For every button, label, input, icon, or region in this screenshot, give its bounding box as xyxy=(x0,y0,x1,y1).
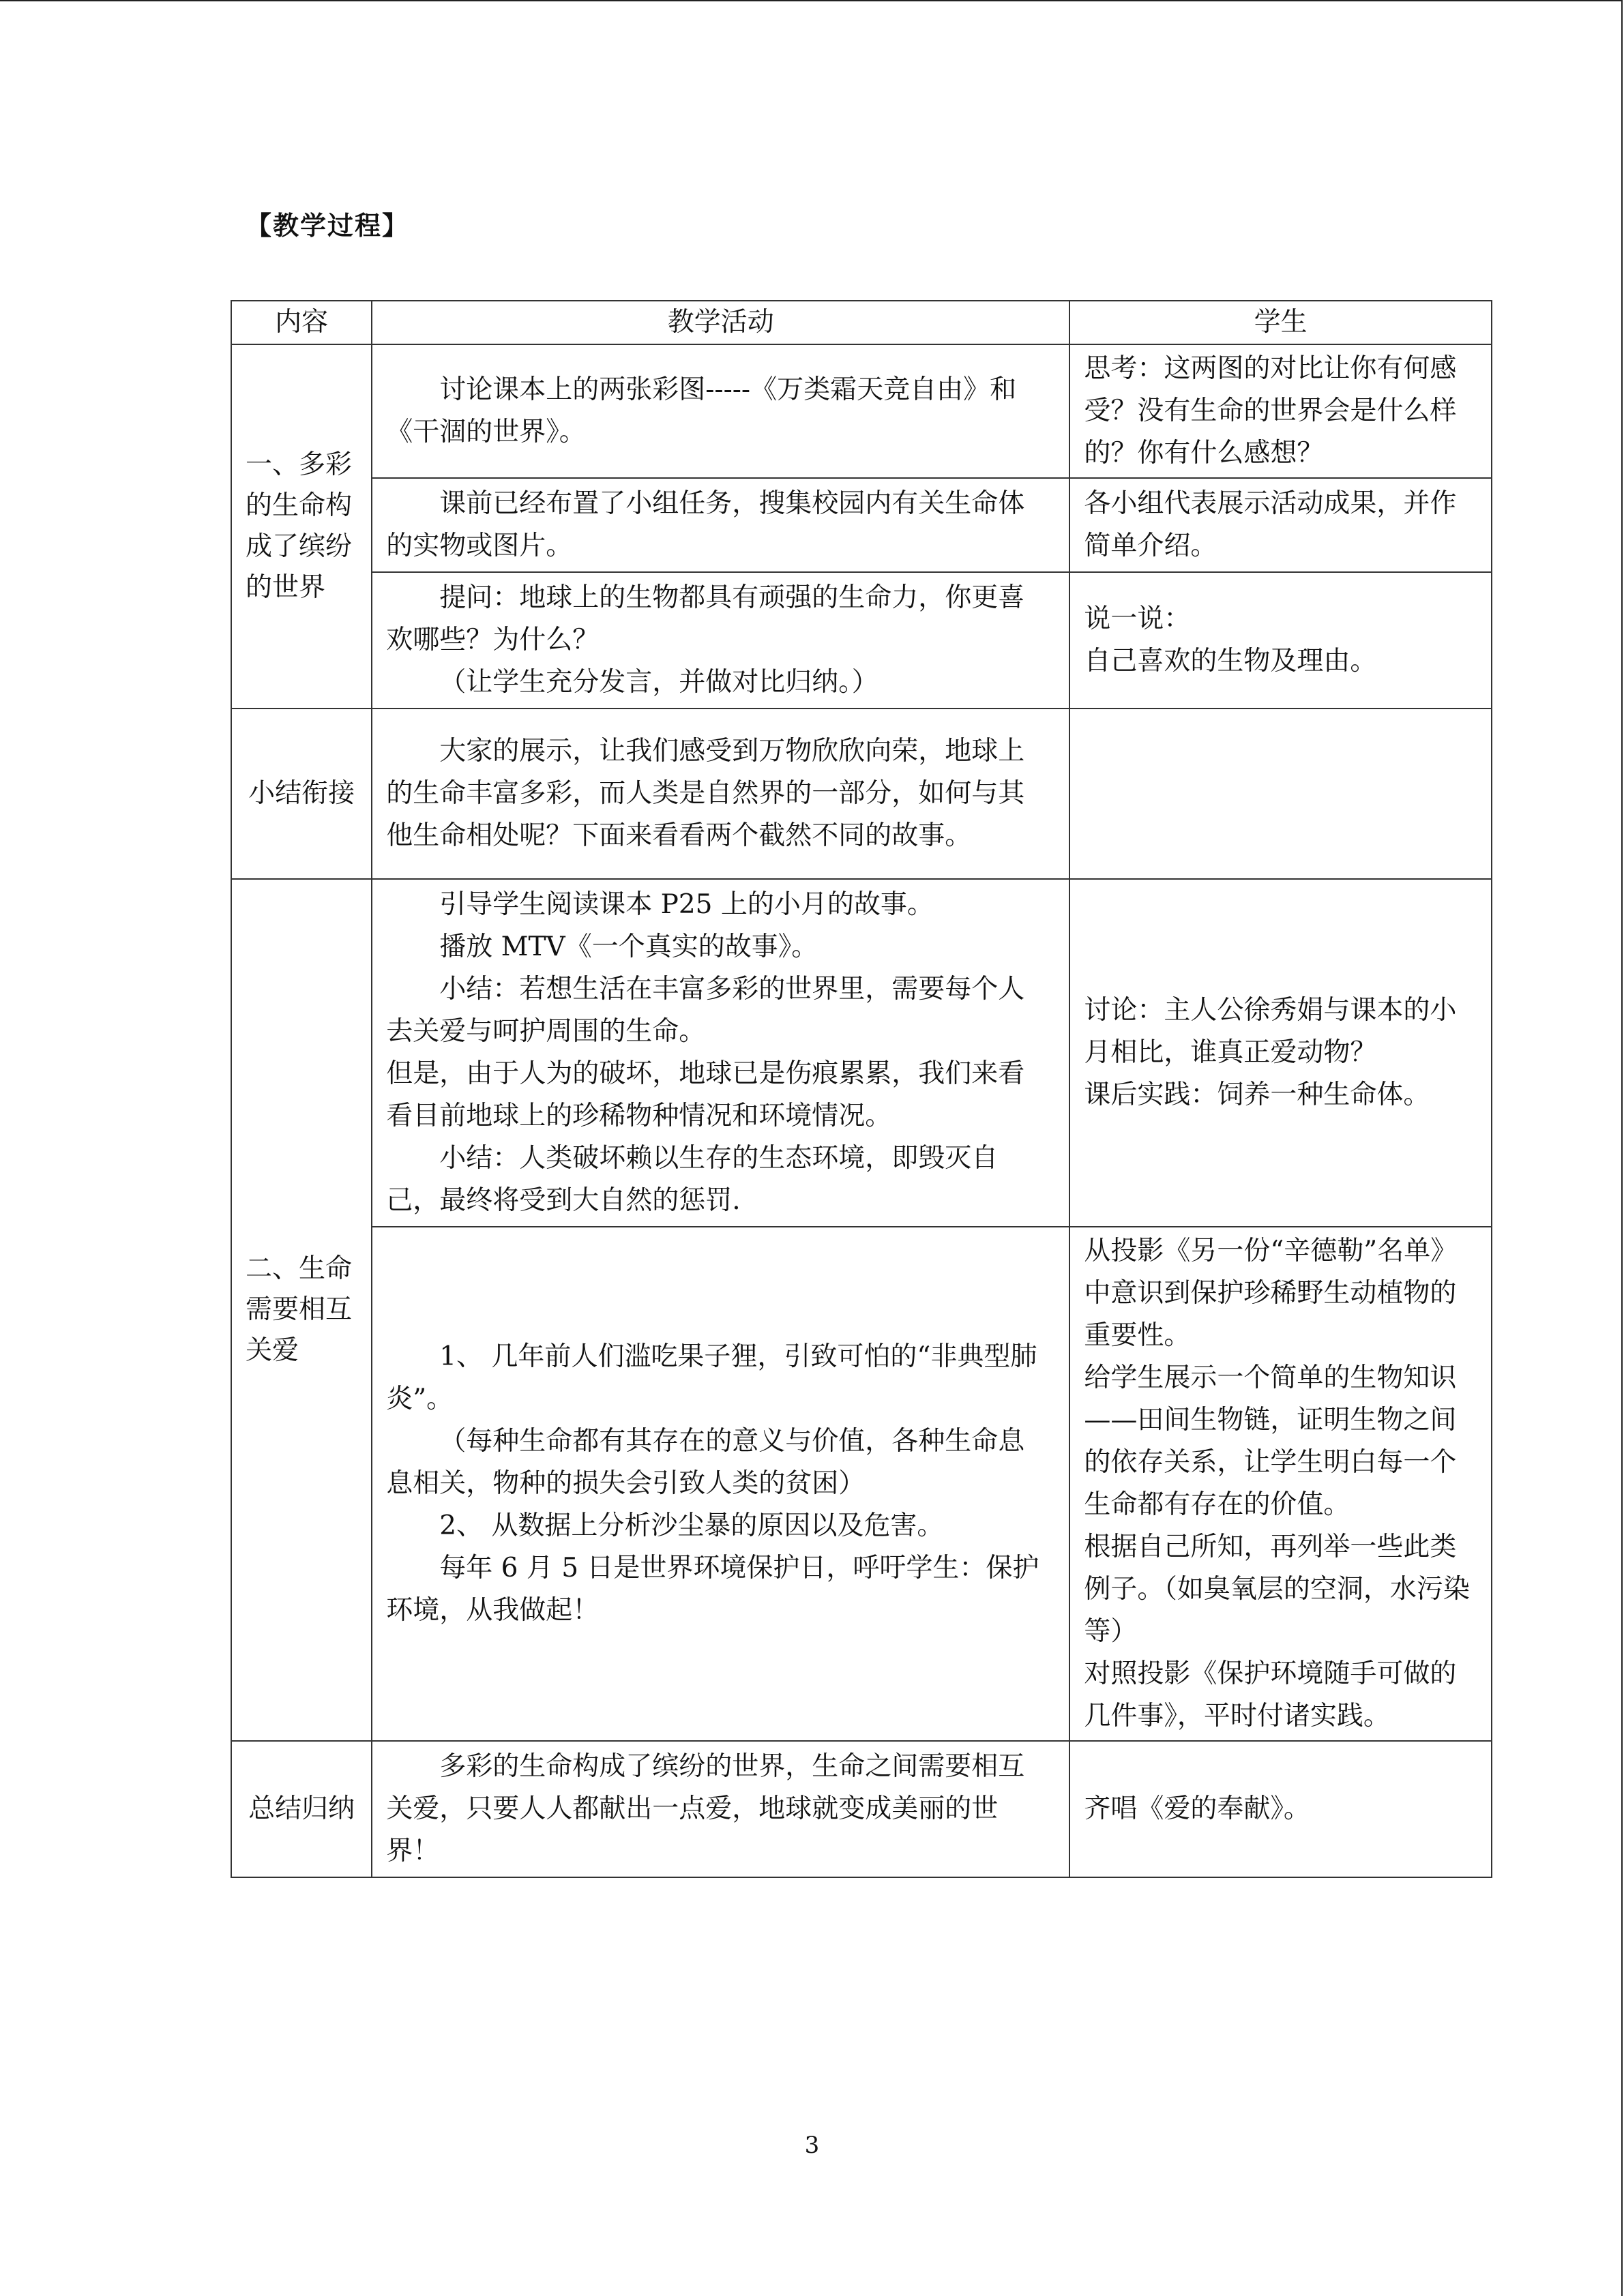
student-text: 根据自己所知，再列举一些此类例子。（如臭氧层的空洞，水污染等） xyxy=(1084,1532,1470,1647)
student-text: 自己喜欢的生物及理由。 xyxy=(1084,646,1377,676)
header-content: 内容 xyxy=(231,301,372,344)
student-text: 齐唱《爱的奉献》。 xyxy=(1084,1793,1310,1824)
activity-text: 讨论课本上的两张彩图-----《万类霜天竞自由》和《干涸的世界》。 xyxy=(386,374,1017,447)
activity-text: （让学生充分发言，并做对比归纳。） xyxy=(439,667,879,698)
student-text: 说一说： xyxy=(1084,603,1191,634)
activity-text: 每年 6 月 5 日是世界环境保护日，呼吁学生：保护环境，从我做起！ xyxy=(386,1553,1039,1626)
student-cell xyxy=(1069,344,1492,478)
student-text: 对照投影《保护环境随手可做的几件事》，平时付诸实践。 xyxy=(1084,1658,1457,1731)
table-row xyxy=(231,1741,1492,1877)
activity-text: 引导学生阅读课本 P25 上的小月的故事。 xyxy=(439,889,934,920)
activity-text: 多彩的生命构成了缤纷的世界，生命之间需要相互关爱，只要人人都献出一点爱，地球就变成美丽的世界！ xyxy=(386,1751,1025,1866)
activity-cell xyxy=(372,478,1069,572)
student-text: 给学生展示一个简单的生物知识——田间生物链，证明生物之间的依存关系，让学生明白每一个生命都有存在的价值。 xyxy=(1084,1362,1457,1520)
activity-cell xyxy=(372,1227,1069,1741)
activity-cell xyxy=(372,879,1069,1227)
student-text: 讨论：主人公徐秀娟与课本的小月相比，谁真正爱动物？ xyxy=(1084,995,1457,1068)
table-row xyxy=(231,1227,1492,1741)
activity-cell xyxy=(372,572,1069,709)
activity-text: 1、 几年前人们滥吃果子狸，引致可怕的“非典型肺炎”。 xyxy=(386,1341,1037,1414)
student-cell xyxy=(1069,879,1492,1227)
student-cell xyxy=(1069,572,1492,709)
activity-text: 提问：地球上的生物都具有顽强的生命力，你更喜欢哪些？为什么？ xyxy=(386,582,1025,655)
activity-text: 但是，由于人为的破坏，地球已是伤痕累累，我们来看看目前地球上的珍稀物种情况和环境情况。 xyxy=(386,1058,1025,1131)
teaching-process-table xyxy=(231,300,1492,1878)
student-text: 各小组代表展示活动成果，并作简单介绍。 xyxy=(1084,488,1457,561)
section-heading: 【教学过程】 xyxy=(246,210,410,241)
student-cell xyxy=(1069,709,1492,879)
section-label-4: 总结归纳 xyxy=(231,1741,372,1877)
student-text: 思考：这两图的对比让你有何感受？没有生命的世界会是什么样的？你有什么感想？ xyxy=(1084,353,1457,468)
section-label-1: 一、多彩的生命构成了缤纷的世界 xyxy=(231,344,372,709)
student-text: 课后实践：饲养一种生命体。 xyxy=(1084,1079,1430,1110)
student-text: 从投影《另一份“辛德勒”名单》中意识到保护珍稀野生动植物的重要性。 xyxy=(1084,1236,1458,1351)
table-row xyxy=(231,572,1492,709)
page-number: 3 xyxy=(804,2132,820,2159)
activity-text: 小结：人类破坏赖以生存的生态环境，即毁灭自己，最终将受到大自然的惩罚. xyxy=(386,1143,999,1216)
activity-text: 大家的展示，让我们感受到万物欣欣向荣，地球上的生命丰富多彩，而人类是自然界的一部分，如何与其他生命相处呢？下面来看看两个截然不同的故事。 xyxy=(386,736,1025,851)
activity-cell xyxy=(372,1741,1069,1877)
table-row xyxy=(231,709,1492,879)
activity-cell xyxy=(372,344,1069,478)
activity-text: （每种生命都有其存在的意义与价值，各种生命息息相关，物种的损失会引致人类的贫困） xyxy=(386,1426,1025,1499)
header-activity: 教学活动 xyxy=(372,301,1069,344)
student-cell xyxy=(1069,1741,1492,1877)
table-row xyxy=(231,478,1492,572)
header-student: 学生 xyxy=(1069,301,1492,344)
activity-text: 播放 MTV《一个真实的故事》。 xyxy=(439,931,818,962)
activity-text: 小结：若想生活在丰富多彩的世界里，需要每个人去关爱与呵护周围的生命。 xyxy=(386,974,1025,1047)
table-row xyxy=(231,879,1492,1227)
section-label-2: 小结衔接 xyxy=(231,709,372,879)
table-row xyxy=(231,344,1492,478)
activity-cell xyxy=(372,709,1069,879)
table-header-row xyxy=(231,301,1492,344)
student-cell xyxy=(1069,478,1492,572)
activity-text: 2、 从数据上分析沙尘暴的原因以及危害。 xyxy=(439,1510,944,1541)
student-cell xyxy=(1069,1227,1492,1741)
section-label-3: 二、生命需要相互关爱 xyxy=(231,879,372,1741)
activity-text: 课前已经布置了小组任务，搜集校园内有关生命体的实物或图片。 xyxy=(386,488,1025,561)
